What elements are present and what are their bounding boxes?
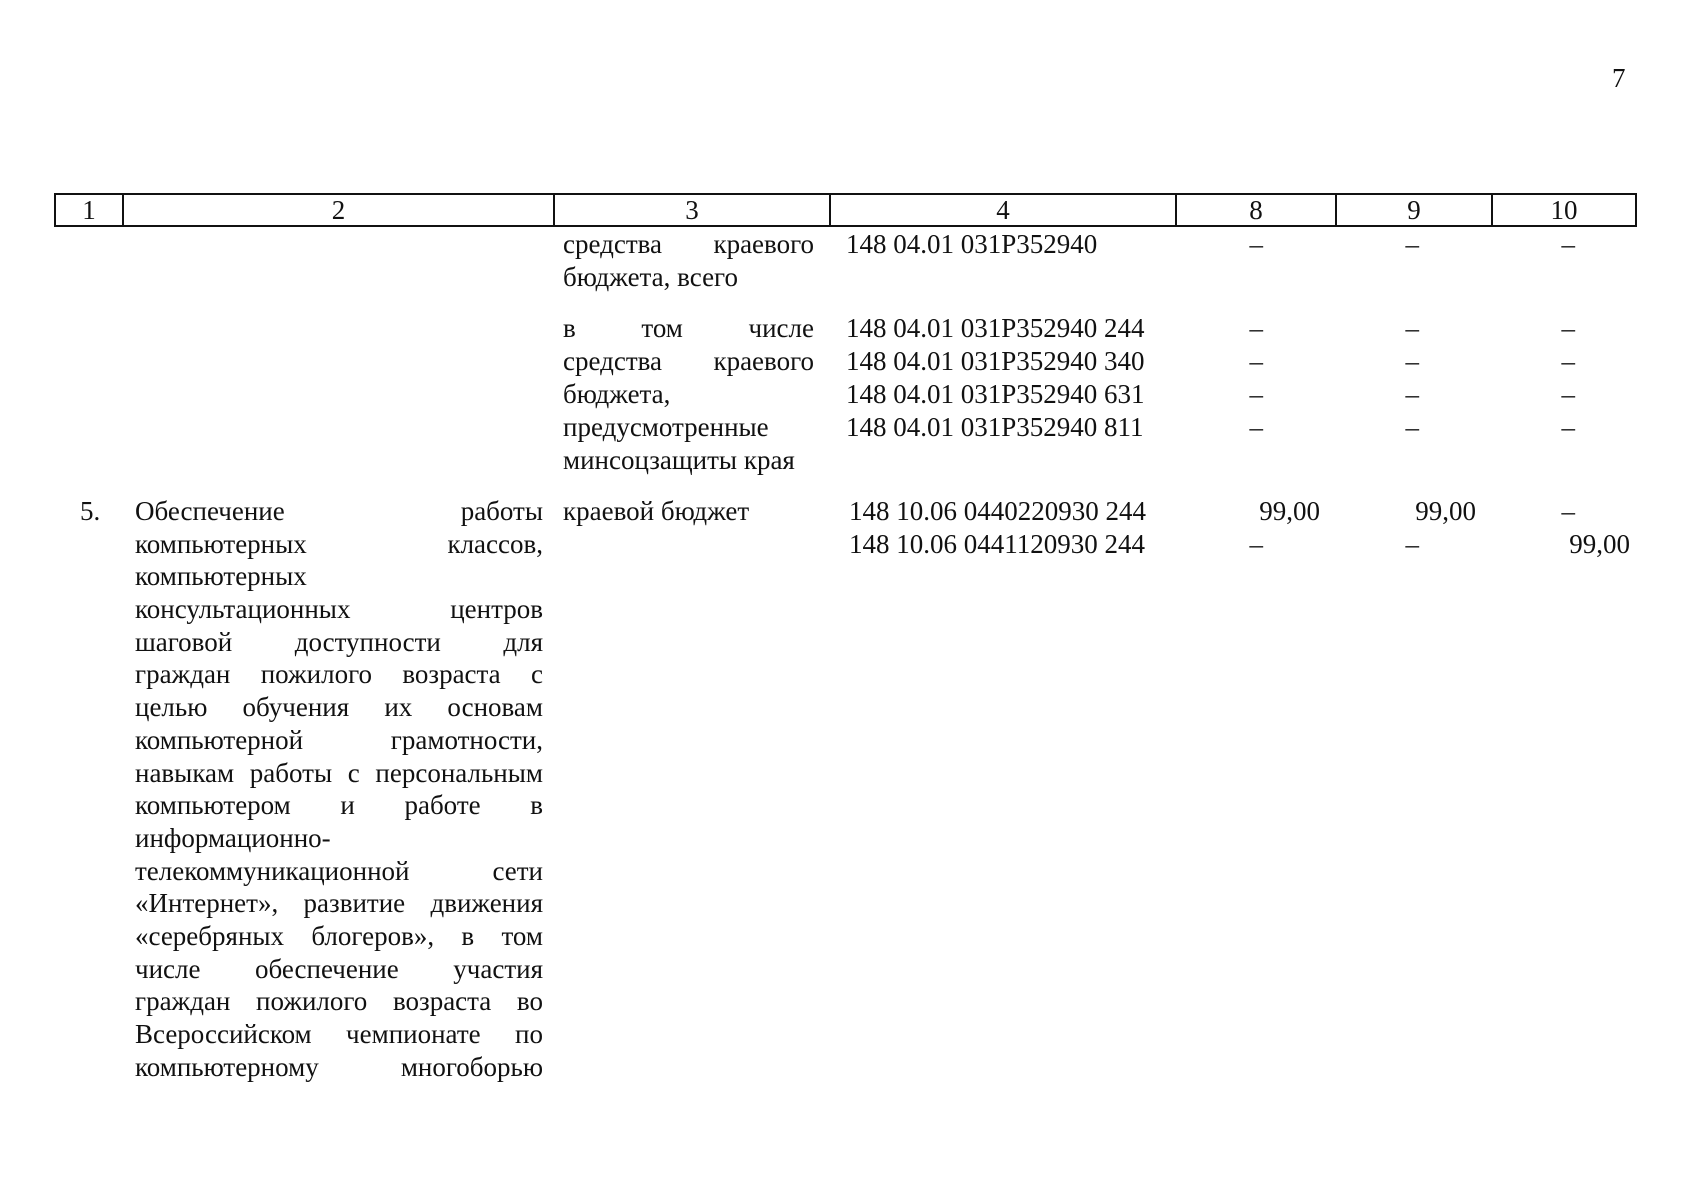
block2-row3-value-10: – (1561, 379, 1575, 409)
item5-number: 5. (80, 496, 101, 526)
block2-code-2: 148 04.01 031Р352940 340 (846, 346, 1145, 376)
item5-row1-value-10: – (1561, 496, 1575, 526)
header-col-2: 2 (124, 195, 555, 225)
item5-description-line: граждан пожилого возраста во (135, 986, 543, 1017)
item5-description-line: «серебряных блогеров», в том (135, 920, 543, 951)
header-col-1: 1 (56, 195, 124, 225)
block2-label-line-2: средства краевого (563, 346, 814, 376)
block1-value-9: – (1405, 229, 1419, 259)
header-col-10: 10 (1550, 195, 1578, 225)
item5-row2-value-8: – (1249, 529, 1263, 559)
item5-description-line: консультационных центров (135, 594, 543, 625)
block2-row3-value-8: – (1249, 379, 1263, 409)
header-col-4: 4 (831, 195, 1177, 225)
header-col-8: 8 (1177, 195, 1337, 225)
block2-row1-value-9: – (1405, 313, 1419, 343)
item5-code-1: 148 10.06 0440220930 244 (849, 496, 1146, 526)
item5-row2-value-9: – (1405, 529, 1419, 559)
item5-description-line: целью обучения их основам (135, 692, 543, 723)
item5-code-2: 148 10.06 0441120930 244 (849, 529, 1145, 559)
item5-description-line: Всероссийском чемпионате по (135, 1019, 543, 1049)
block2-row4-value-8: – (1249, 412, 1263, 442)
block2-row1-value-10: – (1561, 313, 1575, 343)
item5-description-line: телекоммуникационной сети (135, 855, 543, 886)
block2-row1-value-8: – (1249, 313, 1263, 343)
block2-row4-value-9: – (1405, 412, 1419, 442)
block1-label-line-2: бюджета, всего (563, 262, 738, 292)
block2-row3-value-9: – (1405, 379, 1419, 409)
header-col-3: 3 (555, 195, 831, 225)
table-header-row (54, 193, 1637, 227)
block2-code-1: 148 04.01 031Р352940 244 (846, 313, 1145, 343)
block2-label-line-1: в том числе (563, 313, 814, 343)
block1-code: 148 04.01 031Р352940 (846, 229, 1098, 259)
item5-source: краевой бюджет (563, 496, 750, 526)
item5-description-line: навыкам работы с персональным (135, 757, 543, 788)
item5-description-line: информационно- (135, 822, 331, 853)
block2-row4-value-10: – (1561, 412, 1575, 442)
block2-code-3: 148 04.01 031Р352940 631 (846, 379, 1145, 409)
item5-description-line: шаговой доступности для (135, 626, 543, 657)
item5-description-line: компьютером и работе в (135, 790, 543, 821)
item5-description-line: компьютерных классов, (135, 528, 543, 559)
item5-description-line: компьютерных (135, 561, 307, 592)
block1-label-line-1: средства краевого (563, 229, 814, 259)
item5-description-line: граждан пожилого возраста с (135, 659, 543, 690)
item5-description-line: числе обеспечение участия (135, 953, 543, 984)
block2-row2-value-8: – (1249, 346, 1263, 376)
block2-label-line-5: минсоцзащиты края (563, 445, 795, 475)
item5-description (135, 495, 543, 1083)
header-col-9: 9 (1337, 195, 1493, 225)
item5-description-line: «Интернет», развитие движения (135, 888, 543, 919)
block2-label-line-4: предусмотренные (563, 412, 769, 442)
block2-code-4: 148 04.01 031Р352940 811 (846, 412, 1144, 442)
item5-row1-value-8: 99,00 (1259, 496, 1320, 526)
block1-value-8: – (1249, 229, 1263, 259)
block2-row2-value-10: – (1561, 346, 1575, 376)
item5-row1-value-9: 99,00 (1415, 496, 1476, 526)
block2-label-line-3: бюджета, (563, 379, 671, 409)
item5-description-line: компьютерному многоборью (135, 1051, 543, 1082)
item5-description-line: Обеспечение работы (135, 496, 543, 526)
page-number: 7 (1612, 63, 1626, 93)
block2-row2-value-9: – (1405, 346, 1419, 376)
item5-row2-value-10: 99,00 (1569, 529, 1630, 559)
block1-value-10: – (1561, 229, 1575, 259)
item5-description-line: компьютерной грамотности, (135, 724, 543, 755)
